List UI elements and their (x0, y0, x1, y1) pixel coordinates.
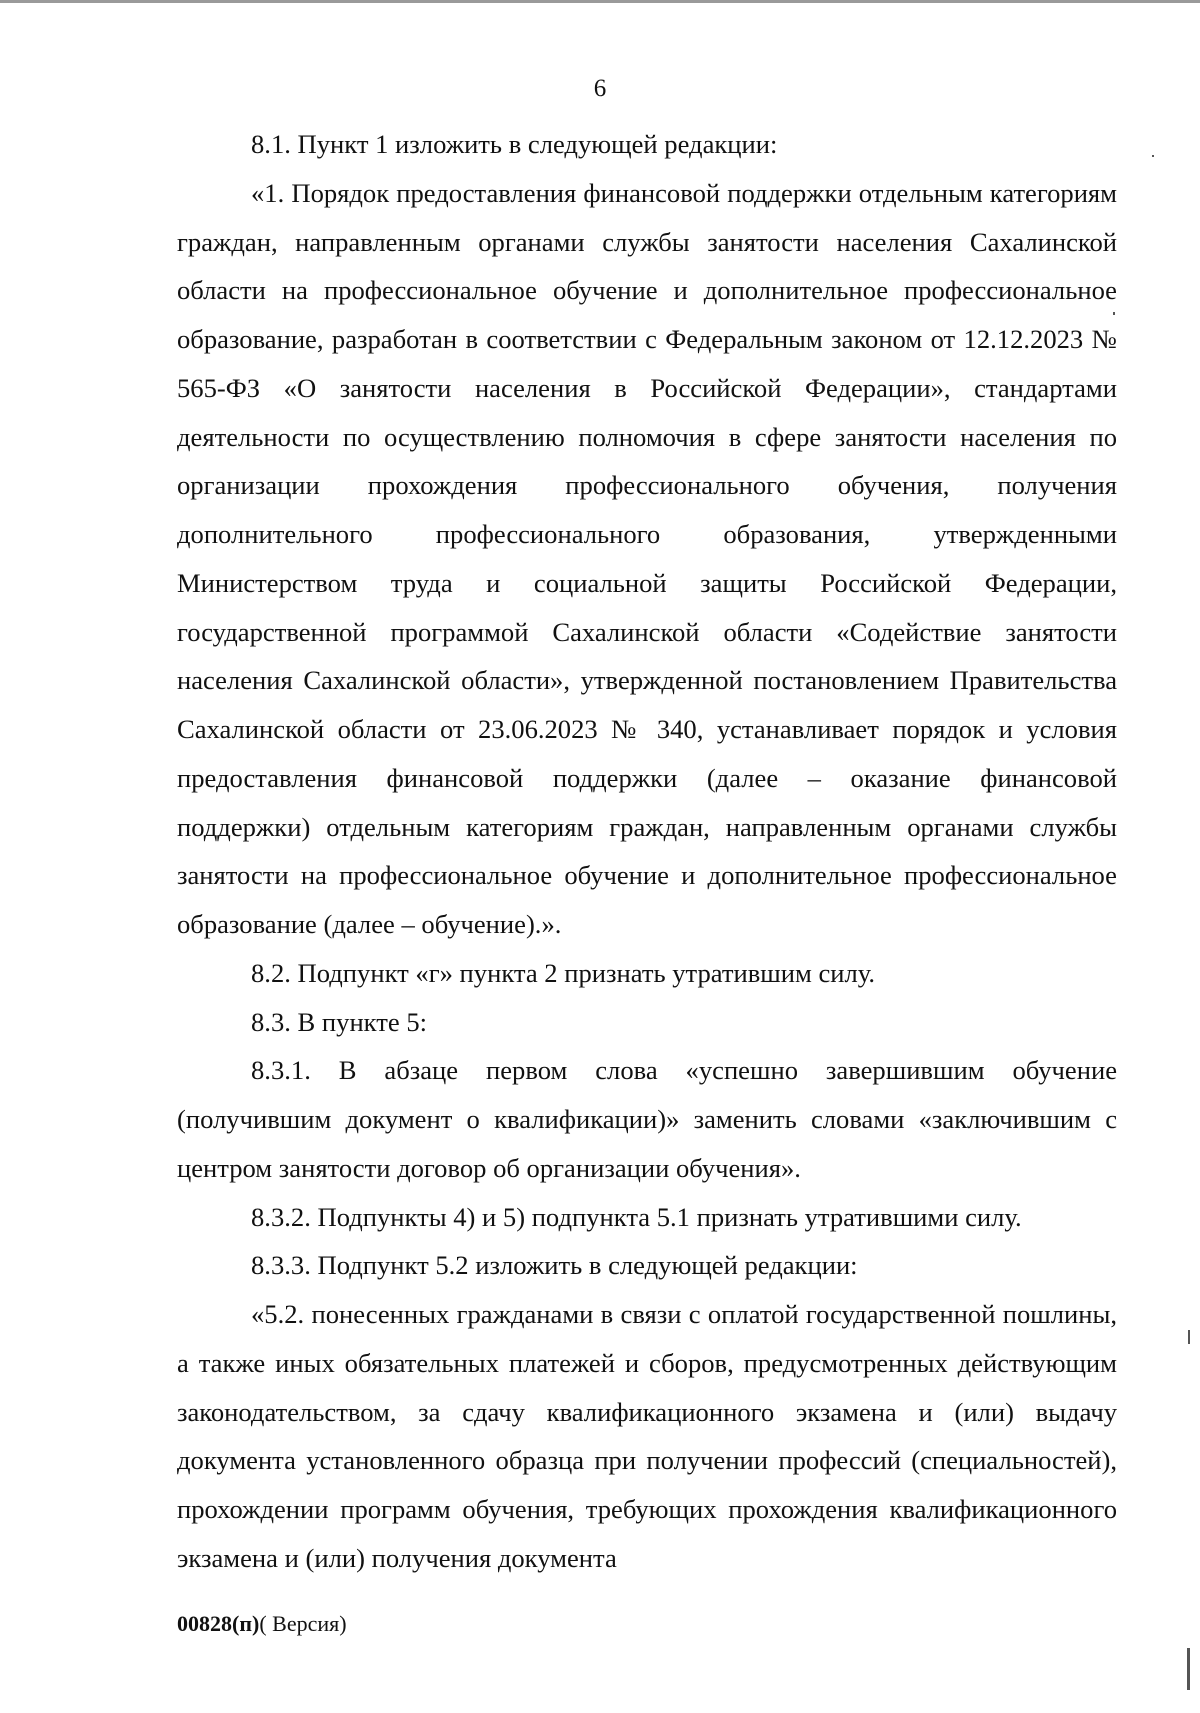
scan-mark (1113, 312, 1115, 315)
page-number: 6 (593, 75, 607, 102)
scan-edge-line (0, 0, 1200, 3)
document-version: ( Версия) (259, 1611, 347, 1636)
paragraph: 8.3.3. Подпункт 5.2 изложить в следующей редакции: (251, 1250, 858, 1281)
scan-mark (1187, 1648, 1190, 1690)
paragraph: 8.1. Пункт 1 изложить в следующей редакции: (251, 129, 778, 159)
scan-mark (1188, 1330, 1190, 1344)
document-code: 00828(п) (177, 1611, 260, 1636)
paragraph: 8.3.1. В абзаце первом слова «успешно завершившим обучение (получившим документ о квалификации)» заменить словами «заключившим с центром занятости договор об организации обучения». (177, 1055, 1117, 1183)
paragraph: 8.3.2. Подпункты 4) и 5) подпункта 5.1 признать утратившими силу. (251, 1201, 1022, 1232)
document-footer (177, 1610, 347, 1638)
document-body (177, 120, 1117, 1583)
scan-mark (1152, 155, 1154, 157)
paragraph: «1. Порядок предоставления финансовой поддержки отдельным категориям граждан, направленным органами службы занятости населения Сахалинской области на профессиональное обучение и дополнительное профессиональное образование, разработан в соответствии с Федеральным законом от 12.12.2023 № 565-ФЗ «О занятости населения в Российской Федерации», стандартами деятельности по осуществлению полномочия в сфере занятости населения по организации прохождения профессионального обучения, получения дополнительного профессионального образования, утвержденными Министерством труда и социальной защиты Российской Федерации, государственной программой Сахалинской области «Содействие занятости населения Сахалинской области», утвержденной постановлением Правительства Сахалинской области от 23.06.2023 № 340, устанавливает порядок и условия предоставления финансовой поддержки (далее – оказание финансовой поддержки) отдельным категориям граждан, направленным органами службы занятости на профессиональное обучение и дополнительное профессиональное образование (далее – обучение).». (177, 177, 1117, 939)
paragraph: «5.2. понесенных гражданами в связи с оплатой государственной пошлины, а также иных обязательных платежей и сборов, предусмотренных действующим законодательством, за сдачу квалификационного экзамена и (или) выдачу документа установленного образца при получении профессий (специальностей), прохождении программ обучения, требующих прохождения квалификационного экзамена и (или) получения документа (177, 1299, 1117, 1573)
paragraph: 8.3. В пункте 5: (251, 1006, 428, 1037)
paragraph: 8.2. Подпункт «г» пункта 2 признать утратившим силу. (251, 957, 876, 988)
